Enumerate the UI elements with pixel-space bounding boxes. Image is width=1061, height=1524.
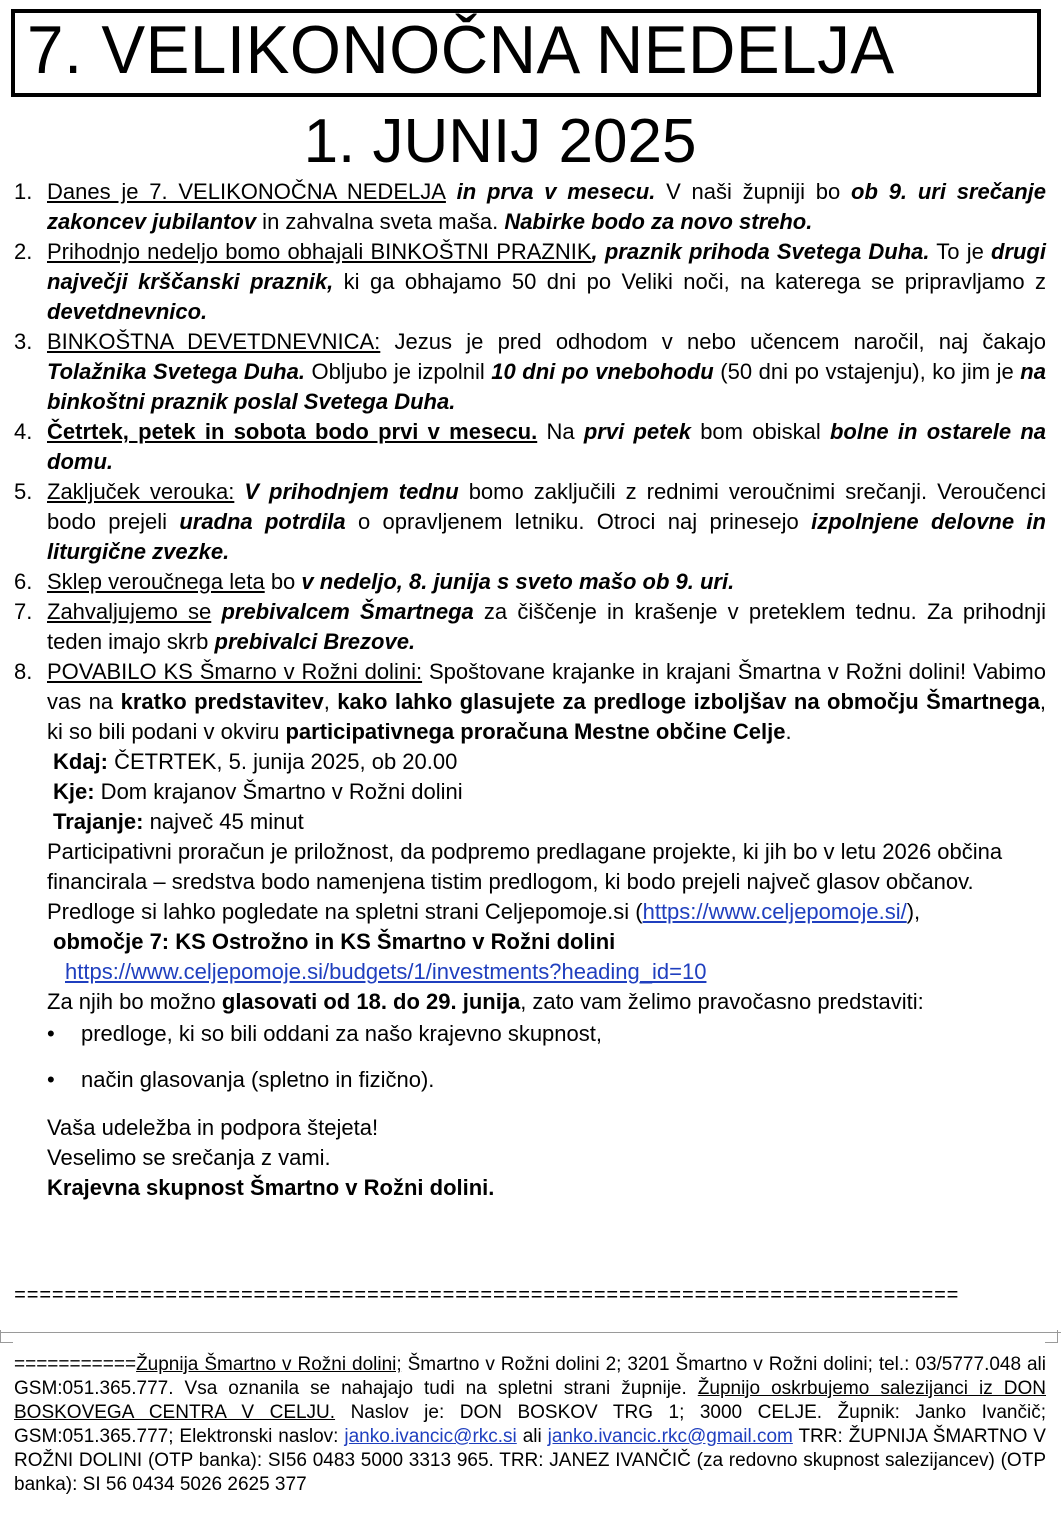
item-heading: Zahvaljujemo se: [47, 599, 212, 624]
item-number: 2.: [14, 239, 33, 264]
where-value: Dom krajanov Šmartno v Rožni dolini: [94, 779, 463, 804]
item-number: 5.: [14, 479, 33, 504]
duration-label: Trajanje:: [53, 809, 144, 834]
item-number: 1.: [14, 179, 33, 204]
celjepomoje-link[interactable]: https://www.celjepomoje.si/: [642, 899, 907, 924]
item-text: izpolnjene delovne in liturgične zvezke.: [47, 509, 1046, 564]
signature: Krajevna skupnost Šmartno v Rožni dolini.: [47, 1175, 495, 1200]
closing-2: Veselimo se srečanja z vami.: [47, 1145, 331, 1170]
list-item-8: [14, 657, 1046, 747]
item-number: 4.: [14, 419, 33, 444]
invite-link-row: [65, 957, 1046, 987]
item-number: 6.: [14, 569, 33, 594]
invite-when: [53, 747, 1046, 777]
item-heading: Danes je 7. VELIKONOČNA NEDELJA: [47, 179, 446, 204]
item-text: in zahvalna sveta maša.: [256, 209, 505, 234]
list-item-5: [14, 477, 1046, 567]
item-text: kratko predstavitev: [120, 689, 324, 714]
item-text: V prihodnjem tednu: [234, 479, 459, 504]
list-item-3: [14, 327, 1046, 417]
page-divider: [0, 1332, 1061, 1333]
item-text: ob 9. uri srečanje zakoncev jubilantov: [47, 179, 1046, 234]
vote-text: , zato vam želimo pravočasno predstaviti:: [520, 989, 924, 1014]
item-text: v nedeljo, 8. junija s sveto mašo ob 9. uri.: [301, 569, 735, 594]
item-heading: Sklep veroučnega leta: [47, 569, 265, 594]
email-link-1[interactable]: janko.ivancic@rkc.si: [344, 1426, 517, 1447]
invite-paragraph: [47, 837, 1046, 927]
list-item: [47, 1019, 1046, 1049]
footer-text: Vsa oznanila se nahajajo tudi na spletni strani župnije.: [173, 1378, 698, 1399]
list-item-4: [14, 417, 1046, 477]
vote-dates: glasovati od 18. do 29. junija: [221, 989, 521, 1014]
item-heading: POVABILO KS Šmarno v Rožni dolini:: [47, 659, 423, 684]
when-value: ČETRTEK, 5. junija 2025, ob 20.00: [108, 749, 458, 774]
vote-text: Za njih bo možno: [47, 989, 222, 1014]
separator-line: ===========================================================================: [14, 1285, 960, 1308]
list-item: [47, 1065, 1046, 1095]
investments-link[interactable]: https://www.celjepomoje.si/budgets/1/investments?heading_id=10: [65, 959, 707, 984]
item-text: , ki so bili podani v okviru: [47, 689, 1046, 744]
when-label: Kdaj:: [53, 749, 108, 774]
footer: [14, 1353, 1046, 1497]
bullet-text: način glasovanja (spletno in fizično).: [81, 1067, 435, 1092]
item-heading: BINKOŠTNA DEVETDNEVNICA:: [47, 329, 381, 354]
title-box: [11, 9, 1041, 97]
item-number: 8.: [14, 659, 33, 684]
item-text: V naši župniji bo: [655, 179, 852, 204]
crop-mark-icon: [1045, 1330, 1058, 1343]
item-text: , praznik prihoda Svetega Duha.: [591, 239, 930, 264]
invite-where: [53, 777, 1046, 807]
item-heading: Četrtek, petek in sobota bodo prvi v mesecu.: [47, 419, 538, 444]
bullet-text: predloge, ki so bili oddani za našo krajevno skupnost,: [81, 1021, 602, 1046]
closing-1: Vaša udeležba in podpora štejeta!: [47, 1115, 379, 1140]
bullet-icon: •: [47, 1021, 55, 1046]
duration-value: največ 45 minut: [143, 809, 304, 834]
paragraph-text: Participativni proračun je priložnost, da podpremo predlagane projekte, ki jih bo v letu 2026 občina financirala – sredstva bodo namenjena tistim predlogom, ki bodo prejeli največ glasov občanov. Predloge si lahko pogledate na spletni strani Celjepomoje.si: [47, 839, 1003, 924]
footer-text: TRR: ŽUPNIJA ŠMARTNO V ROŽNI DOLINI (OTP banka): SI56 0483 5000 3313 965. TRR: JANEZ IVANČIČ (za redovno skupnost salezijancev) (OTP banka): SI 56 0434 5026 2625 377: [14, 1426, 1046, 1495]
item-text: Na: [537, 419, 584, 444]
footer-text: Šmartno v Rožni dolini 2; 3201 Šmartno v Rožni dolini; tel.: 03/5777.048 ali GSM:051.365.777.: [14, 1354, 1046, 1399]
item-text: o opravljenem letniku. Otroci naj prinesejo: [345, 509, 812, 534]
item-text: ki ga obhajamo 50 dni po Veliki noči, na katerega se pripravljamo z: [333, 269, 1046, 294]
item-text: prebivalci Brezove.: [214, 629, 416, 654]
item-text: prvi petek: [583, 419, 691, 444]
item-text: To je: [929, 239, 991, 264]
footer-text: ali: [516, 1426, 548, 1447]
item-text: ,: [323, 689, 338, 714]
list-item-7: [14, 597, 1046, 657]
item-number: 7.: [14, 599, 33, 624]
announcement-list: [14, 177, 1046, 1203]
footer-text: Naslov je: DON BOSKOV TRG 1; 3000 CELJE. Župnik: Janko Ivančič; GSM:051.365.777; Elektronski naslov:: [14, 1402, 1046, 1447]
item-number: 3.: [14, 329, 33, 354]
item-text: bom obiskal: [690, 419, 830, 444]
item-text: uradna potrdila: [179, 509, 346, 534]
email-link-2[interactable]: janko.ivancic.rkc@gmail.com: [547, 1426, 793, 1447]
list-item-6: [14, 567, 1046, 597]
parish-name: Župnija Šmartno v Rožni dolini;: [136, 1354, 402, 1375]
paren: (: [635, 899, 643, 924]
where-label: Kje:: [53, 779, 95, 804]
item-text: Tolažnika Svetega Duha.: [47, 359, 305, 384]
item-text: za čiščenje in krašenje v preteklem tednu. Za prihodnji teden imajo skrb: [47, 599, 1046, 654]
item-text: bolne in ostarele na domu.: [47, 419, 1047, 474]
item-text: drugi največji krščanski praznik,: [47, 239, 1046, 294]
footer-text: ===========: [14, 1354, 137, 1375]
invite-vote: [47, 987, 1046, 1017]
footer-text: Župnijo oskrbujemo salezijanci iz DON BOSKOVEGA CENTRA V CELJU.: [14, 1378, 1046, 1423]
invite-duration: [53, 807, 1046, 837]
item-heading: Prihodnjo nedeljo bomo obhajali BINKOŠTNI PRAZNIK: [47, 239, 592, 264]
item-text: kako lahko glasujete za predloge izboljšav na območju Šmartnega: [337, 689, 1040, 714]
invite-area: [53, 927, 1046, 957]
item-text: participativnega proračuna Mestne občine Celje: [285, 719, 786, 744]
item-text: bo: [264, 569, 302, 594]
paren: ),: [906, 899, 921, 924]
list-item-2: [14, 237, 1046, 327]
item-text: devetdnevnico.: [47, 299, 208, 324]
item-text: (50 dni po vstajenju), ko jim je: [713, 359, 1021, 384]
item-text: Spoštovane krajanke in krajani Šmartna v Rožni dolini! Vabimo vas na: [47, 659, 1046, 714]
item-text: Nabirke bodo za novo streho.: [504, 209, 813, 234]
list-item-1: [14, 177, 1046, 237]
page-date: 1. JUNIJ 2025: [303, 107, 697, 176]
bullet-icon: •: [47, 1067, 55, 1092]
page-title: 7. VELIKONOČNA NEDELJA: [27, 12, 895, 88]
item-text: na binkoštni praznik poslal Svetega Duha.: [47, 359, 1046, 414]
crop-mark-icon: [0, 1330, 13, 1343]
item-text: in prva v mesecu.: [445, 179, 656, 204]
item-text: Obljubo je izpolnil: [304, 359, 492, 384]
item-text: bomo zaključili z rednimi veroučnimi srečanji. Veroučenci bodo prejeli: [47, 479, 1046, 534]
item-text: .: [785, 719, 792, 744]
item-text: prebivalcem Šmartnega: [211, 599, 474, 624]
item-text: 10 dni po vnebohodu: [491, 359, 714, 384]
item-heading: Zaključek verouka:: [47, 479, 235, 504]
area-text: območje 7: KS Ostrožno in KS Šmartno v Rožni dolini: [53, 929, 616, 954]
item-text: Jezus je pred odhodom v nebo učencem naročil, naj čakajo: [380, 329, 1046, 354]
